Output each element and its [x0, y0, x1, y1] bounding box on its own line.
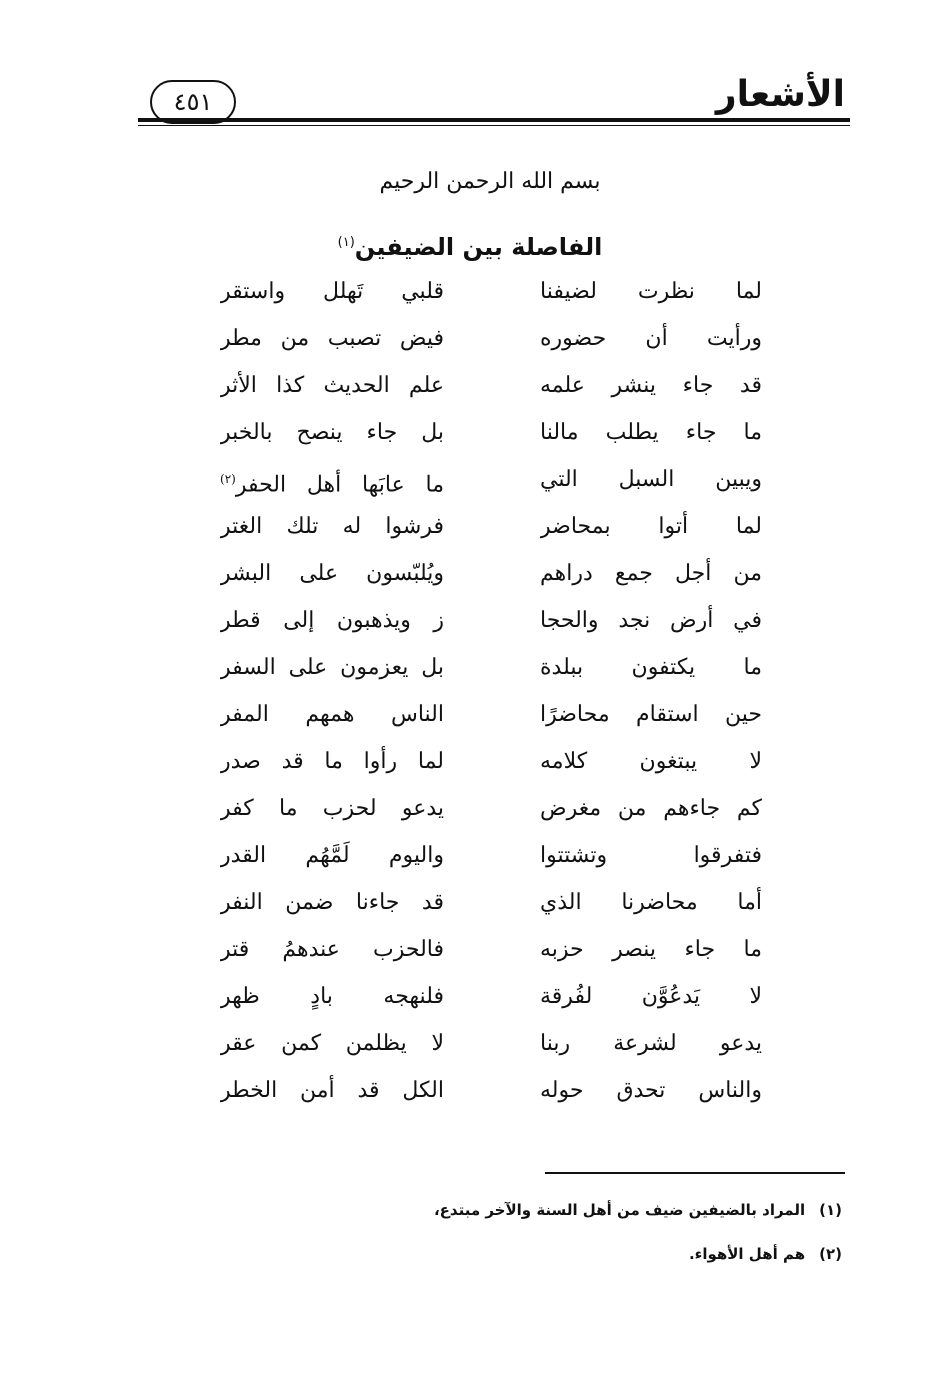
verse: [0, 1020, 940, 1067]
verse-first-hemistich: ما جاء ينصر حزبه: [540, 937, 762, 962]
verse: [0, 409, 940, 456]
verse-second-hemistich: [220, 832, 444, 879]
verse-second-hemistich-text: واليوم لَمَّهُم القدر: [220, 843, 444, 868]
verse-second-hemistich: [220, 362, 444, 409]
verse-first-hemistich: في أرض نجد والحجا: [540, 608, 762, 633]
verse-second-hemistich-text: فالحزب عندهمُ قتر: [220, 937, 444, 962]
verse-second-hemistich-text: قلبي تَهلل واستقر: [220, 279, 444, 304]
verse-second-hemistich-text: يدعو لحزب ما كفر: [220, 796, 444, 821]
verse-second-hemistich: [220, 456, 444, 503]
verse-second-hemistich: [220, 1020, 444, 1067]
verse-second-hemistich-text: ما عابَها أهل الحفر: [235, 472, 444, 498]
verse-first-hemistich: ويبين السبل التي: [540, 467, 762, 492]
verse-second-hemistich-text: بل يعزمون على السفر: [220, 655, 444, 680]
verse-second-hemistich: [220, 738, 444, 785]
verse-second-hemistich: [220, 879, 444, 926]
page-number: ٤٥١: [150, 80, 236, 124]
verse-second-hemistich: [220, 597, 444, 644]
verse-second-hemistich: [220, 926, 444, 973]
verse-first-hemistich: فتفرقوا وتشتتوا: [540, 843, 762, 868]
verse-first-hemistich: من أجل جمع دراهم: [540, 561, 762, 586]
verse: [0, 1067, 940, 1114]
verse-second-hemistich-text: الكل قد أمن الخطر: [220, 1078, 444, 1103]
footnote-rule: [545, 1172, 845, 1174]
verse: [0, 268, 940, 315]
verse: [0, 973, 940, 1020]
verse-first-hemistich: لما نظرت لضيفنا: [540, 279, 762, 304]
verse-first-hemistich: والناس تحدق حوله: [540, 1078, 762, 1103]
basmala: بسم الله الرحمن الرحيم: [379, 169, 601, 194]
verse-second-hemistich: [220, 550, 444, 597]
verse-second-hemistich-text: لما رأوا ما قد صدر: [220, 749, 444, 774]
header-rule-thin: [138, 125, 850, 126]
verse-second-hemistich: [220, 1067, 444, 1114]
verse: [0, 832, 940, 879]
poem-title-text: الفاصلة بين الضيفين: [354, 233, 603, 261]
verse-second-hemistich: [220, 785, 444, 832]
verse-first-hemistich: حين استقام محاضرًا: [540, 702, 762, 727]
verse-second-hemistich: [220, 644, 444, 691]
verse-first-hemistich: ورأيت أن حضوره: [540, 326, 762, 351]
verse-first-hemistich: كم جاءهم من مغرض: [540, 796, 762, 821]
verse: [0, 362, 940, 409]
verse-first-hemistich: أما محاضرنا الذي: [540, 890, 762, 915]
verse-second-hemistich: [220, 409, 444, 456]
footnote-text: هم أهل الأهواء.: [688, 1245, 806, 1263]
verse-second-hemistich-text: ز ويذهبون إلى قطر: [220, 608, 444, 633]
verse: [0, 597, 940, 644]
poem: [0, 268, 940, 1114]
verse-footnote-marker: (٢): [220, 472, 236, 486]
footnote-2: [142, 1232, 842, 1276]
verse-second-hemistich-text: فرشوا له تلك الغتر: [220, 514, 444, 539]
verse-second-hemistich-text: بل جاء ينصح بالخبر: [220, 420, 444, 445]
verse: [0, 879, 940, 926]
running-title: الأشعار: [715, 74, 845, 115]
verse: [0, 738, 940, 785]
verse-second-hemistich: [220, 973, 444, 1020]
footnote-1: [142, 1188, 842, 1232]
verse-second-hemistich: [220, 268, 444, 315]
verse-second-hemistich: [220, 315, 444, 362]
verse: [0, 926, 940, 973]
verse-first-hemistich: ما يكتفون ببلدة: [540, 655, 762, 680]
verse-first-hemistich: لا يَدعُوَّن لفُرقة: [540, 984, 762, 1009]
verse-second-hemistich-text: فيض تصبب من مطر: [220, 326, 444, 351]
footnotes: [142, 1188, 842, 1276]
verse-second-hemistich-text: لا يظلمن كمن عقر: [220, 1031, 444, 1056]
verse-second-hemistich-text: قد جاءنا ضمن النفر: [220, 890, 444, 915]
verse: [0, 503, 940, 550]
verse-first-hemistich: لا يبتغون كلامه: [540, 749, 762, 774]
verse: [0, 315, 940, 362]
verse: [0, 644, 940, 691]
title-footnote-marker: (١): [337, 235, 355, 250]
verse: [0, 785, 940, 832]
header-rule: [138, 118, 850, 122]
verse-first-hemistich: ما جاء يطلب مالنا: [540, 420, 762, 445]
verse: [0, 550, 940, 597]
verse-first-hemistich: لما أتوا بمحاضر: [540, 514, 762, 539]
verse-second-hemistich-text: علم الحديث كذا الأثر: [220, 373, 444, 398]
footnote-text: المراد بالضيفين ضيف من أهل السنة والآخر مبتدع،: [433, 1201, 806, 1219]
verse-first-hemistich: قد جاء ينشر علمه: [540, 373, 762, 398]
poem-title: [0, 218, 940, 272]
verse-second-hemistich: [220, 691, 444, 738]
verse-second-hemistich: [220, 503, 444, 550]
verse: [0, 456, 940, 503]
footnote-number: (٢): [819, 1245, 842, 1263]
verse-second-hemistich-text: فلنهجه بادٍ ظهر: [220, 984, 444, 1009]
verse-first-hemistich: يدعو لشرعة ربنا: [540, 1031, 762, 1056]
verse-second-hemistich-text: الناس همهم المفر: [220, 702, 444, 727]
verse: [0, 691, 940, 738]
verse-second-hemistich-text: ويُلبّسون على البشر: [220, 561, 444, 586]
footnote-number: (١): [819, 1201, 842, 1219]
